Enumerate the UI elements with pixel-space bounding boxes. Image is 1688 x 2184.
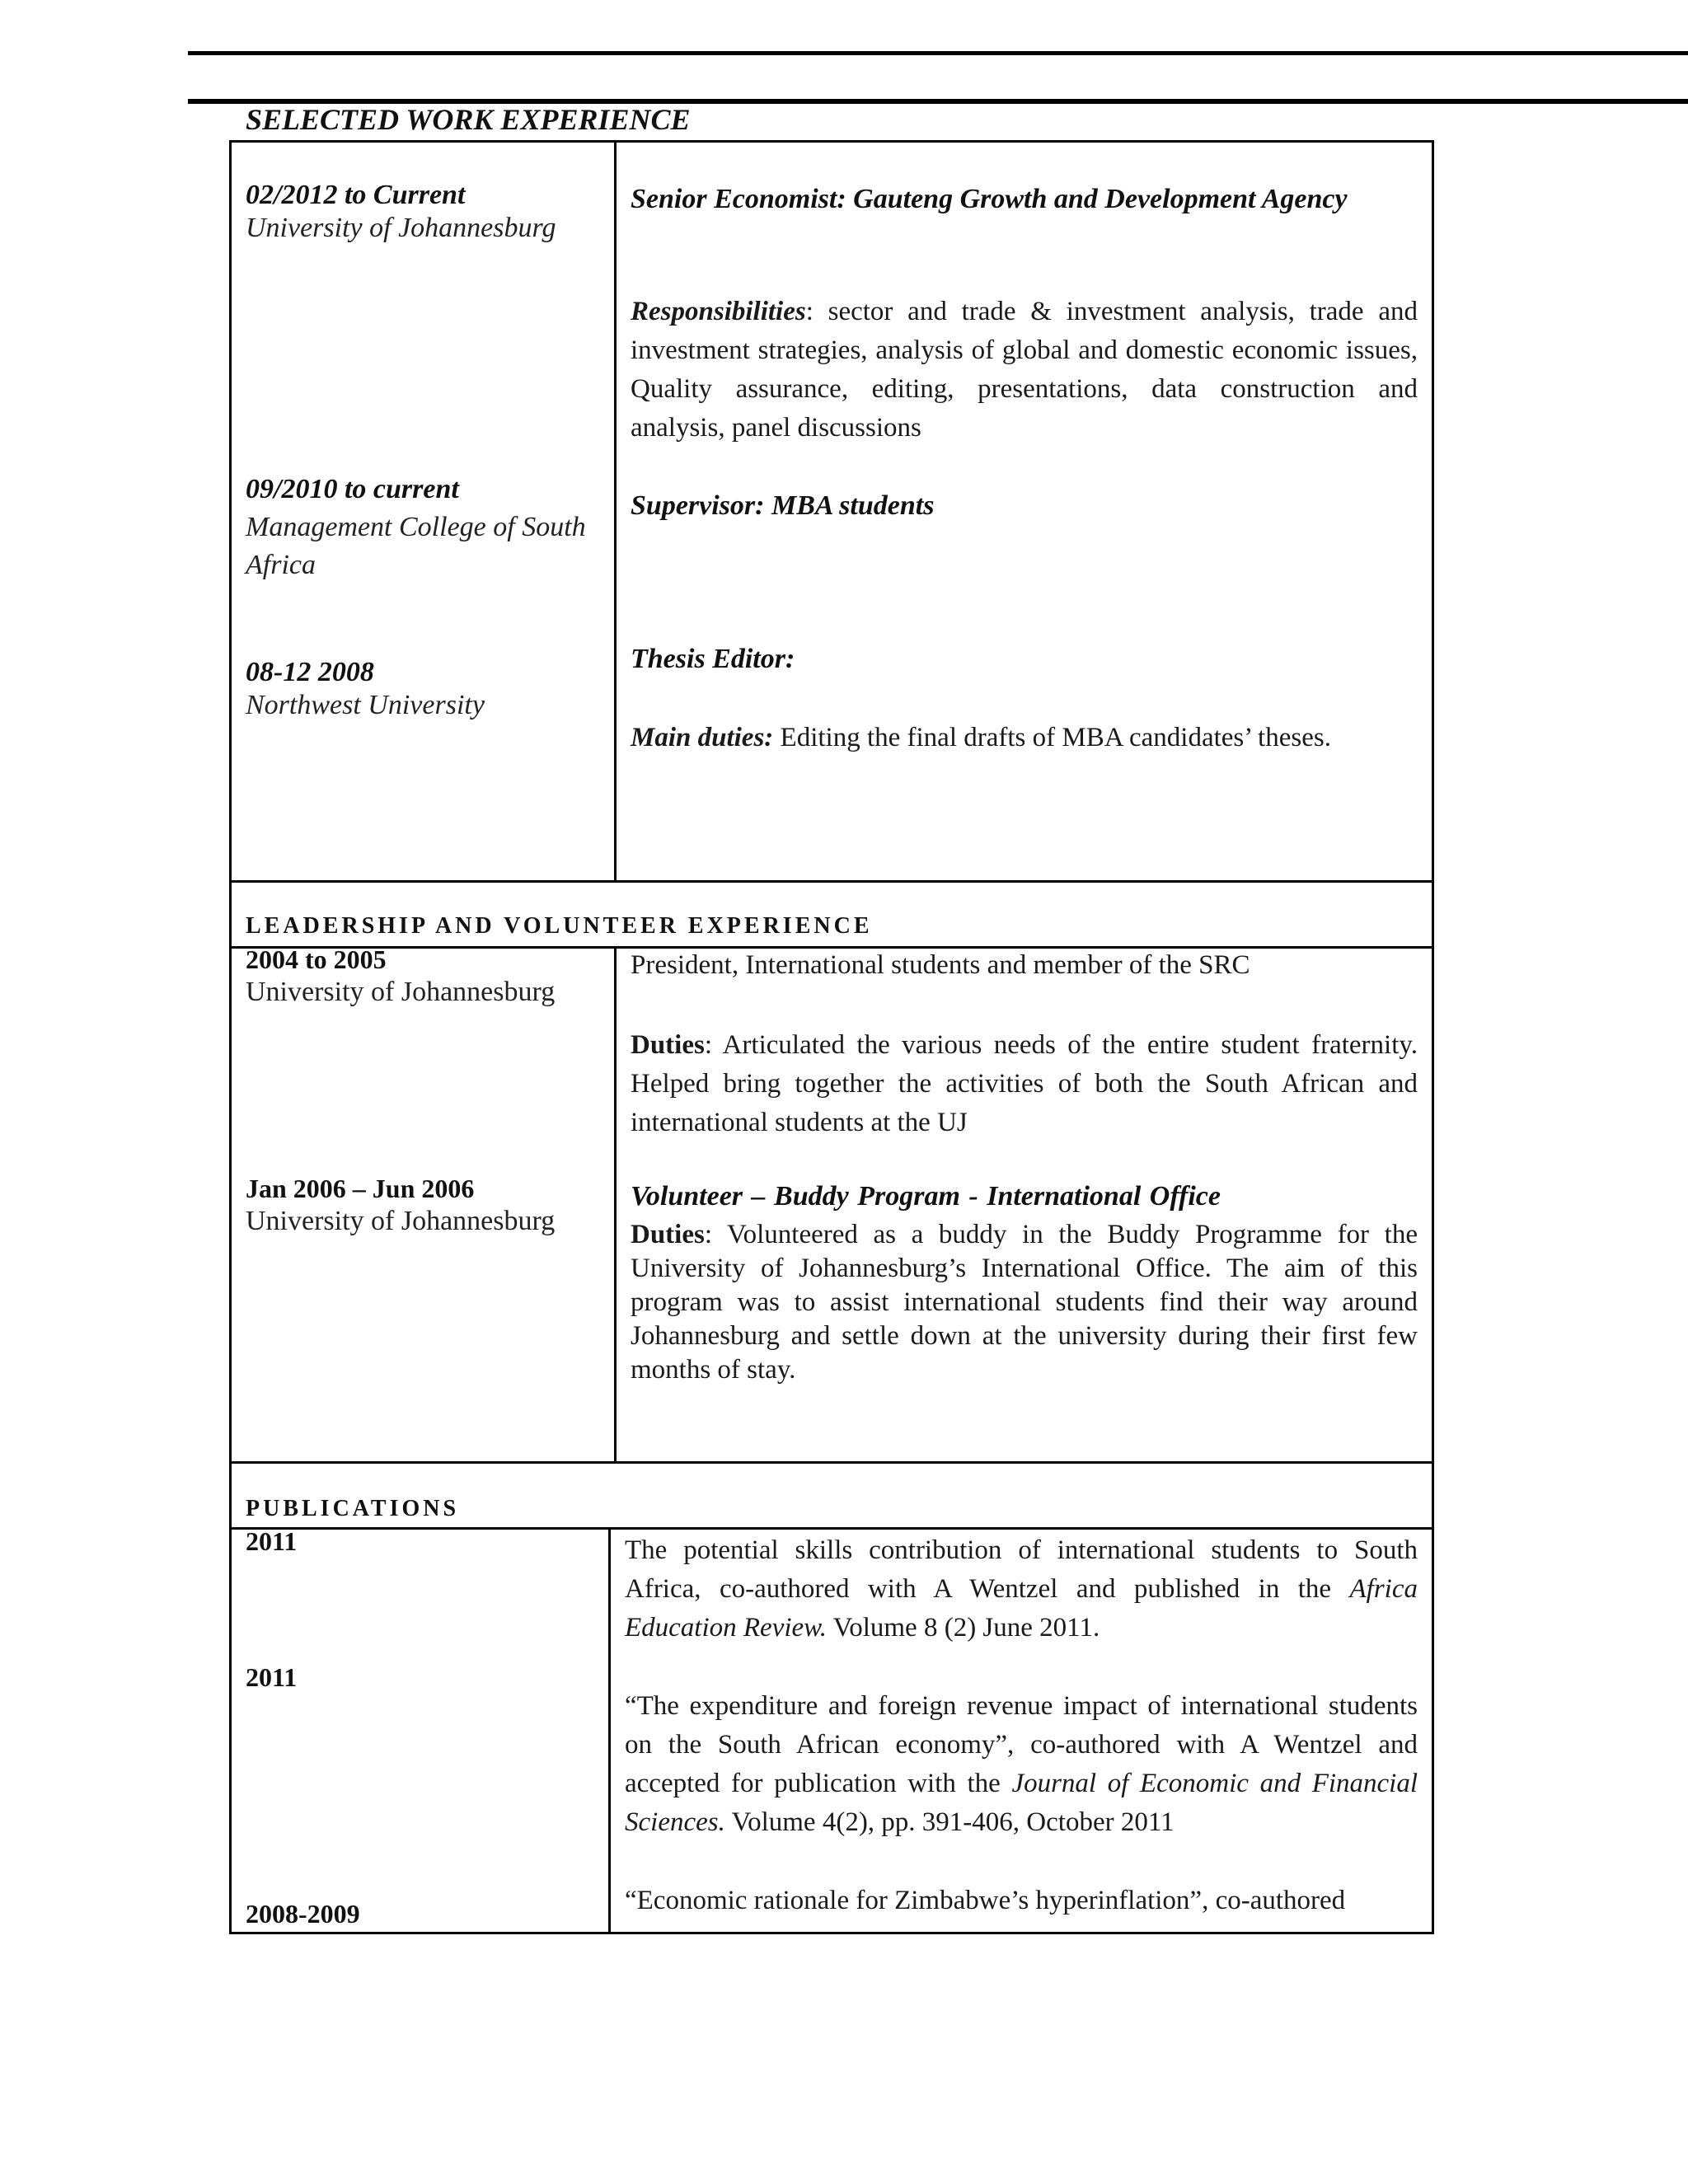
- publications-column-divider: [608, 1527, 611, 1934]
- work-entry-org: Management College of South Africa: [246, 512, 586, 580]
- publication-text: The potential skills contribution of international students to South Africa, co-authored with A Wentzel and published in the: [625, 1535, 1418, 1604]
- leadership-entry-2: [246, 1174, 600, 1237]
- work-entry-org: Northwest University: [246, 690, 485, 720]
- leadership-entry-date: Jan 2006 – Jun 2006: [246, 1174, 475, 1203]
- leadership-entry-org: University of Johannesburg: [246, 1206, 556, 1236]
- publication-journal: Africa Education Review.: [625, 1574, 1418, 1643]
- volunteer-duties: [631, 1218, 1418, 1387]
- role-president: President, International students and member of the SRC: [631, 950, 1250, 980]
- work-entry-date: 09/2010 to current: [246, 474, 459, 504]
- leadership-heading: LEADERSHIP AND VOLUNTEER EXPERIENCE: [246, 913, 873, 939]
- publication-1: [625, 1531, 1418, 1647]
- work-entry-2: [246, 474, 600, 584]
- work-entry-date: 02/2012 to Current: [246, 180, 466, 210]
- publication-details: Volume 8 (2) June 2011.: [826, 1613, 1100, 1643]
- main-duties-text: Editing the final drafts of MBA candidates’ theses.: [773, 723, 1331, 752]
- duties-text: : Articulated the various needs of the entire student fraternity. Helped bring together the activities of both the South African and international students at the UJ: [631, 1030, 1418, 1137]
- duties-label: Duties: [631, 1220, 705, 1249]
- responsibilities-label: Responsibilities: [631, 297, 806, 326]
- duties-label: Duties: [631, 1030, 705, 1060]
- duties-text: : Volunteered as a buddy in the Buddy Programme for the University of Johannesburg’s International Office. The aim of this program was to assist international students find their way around Johannesburg and settle down at the university during their first few months of stay.: [631, 1220, 1418, 1385]
- responsibilities-text: : sector and trade & investment analysis, trade and investment strategies, analysis of global and domestic economic issues, Quality assurance, editing, presentations, data construction and analysis, panel discussions: [631, 297, 1418, 443]
- work-entry-org: University of Johannesburg: [246, 213, 556, 243]
- publication-year-1: 2011: [246, 1526, 298, 1556]
- role-volunteer: Volunteer – Buddy Program - International Office: [631, 1181, 1221, 1212]
- publication-journal: Journal of Economic and Financial Sciences.: [625, 1769, 1418, 1837]
- job-main-duties: [631, 719, 1418, 757]
- job-title-thesis-editor: Thesis Editor:: [631, 644, 795, 674]
- president-duties: [631, 1026, 1418, 1142]
- leadership-entry-1: [246, 944, 600, 1008]
- publication-2: [625, 1687, 1418, 1842]
- job-title-supervisor: Supervisor: MBA students: [631, 490, 935, 521]
- publication-year-2: 2011: [246, 1662, 298, 1692]
- publication-details: Volume 4(2), pp. 391-406, October 2011: [724, 1807, 1175, 1837]
- work-entry-date: 08-12 2008: [246, 657, 374, 687]
- leadership-column-divider: [614, 946, 617, 1464]
- publications-heading: PUBLICATIONS: [246, 1496, 460, 1521]
- work-experience-heading: SELECTED WORK EXPERIENCE: [246, 103, 691, 136]
- leadership-entry-org: University of Johannesburg: [246, 977, 556, 1007]
- work-entry-1: [246, 180, 600, 244]
- top-rule: [188, 51, 1688, 55]
- job-title-senior-economist: Senior Economist: Gauteng Growth and Development Agency: [631, 184, 1348, 214]
- job-responsibilities: [631, 293, 1418, 448]
- publication-year-3: 2008-2009: [246, 1899, 360, 1929]
- publication-text: “The expenditure and foreign revenue impact of international students on the South African economy”, co-authored with A Wentzel and accepted for publication with the: [625, 1691, 1418, 1798]
- work-column-divider: [614, 140, 617, 883]
- leadership-entry-date: 2004 to 2005: [246, 944, 387, 974]
- work-entry-3: [246, 657, 600, 721]
- publication-3: “Economic rationale for Zimbabwe’s hyperinflation”, co-authored: [625, 1886, 1346, 1915]
- main-duties-label: Main duties:: [631, 723, 774, 752]
